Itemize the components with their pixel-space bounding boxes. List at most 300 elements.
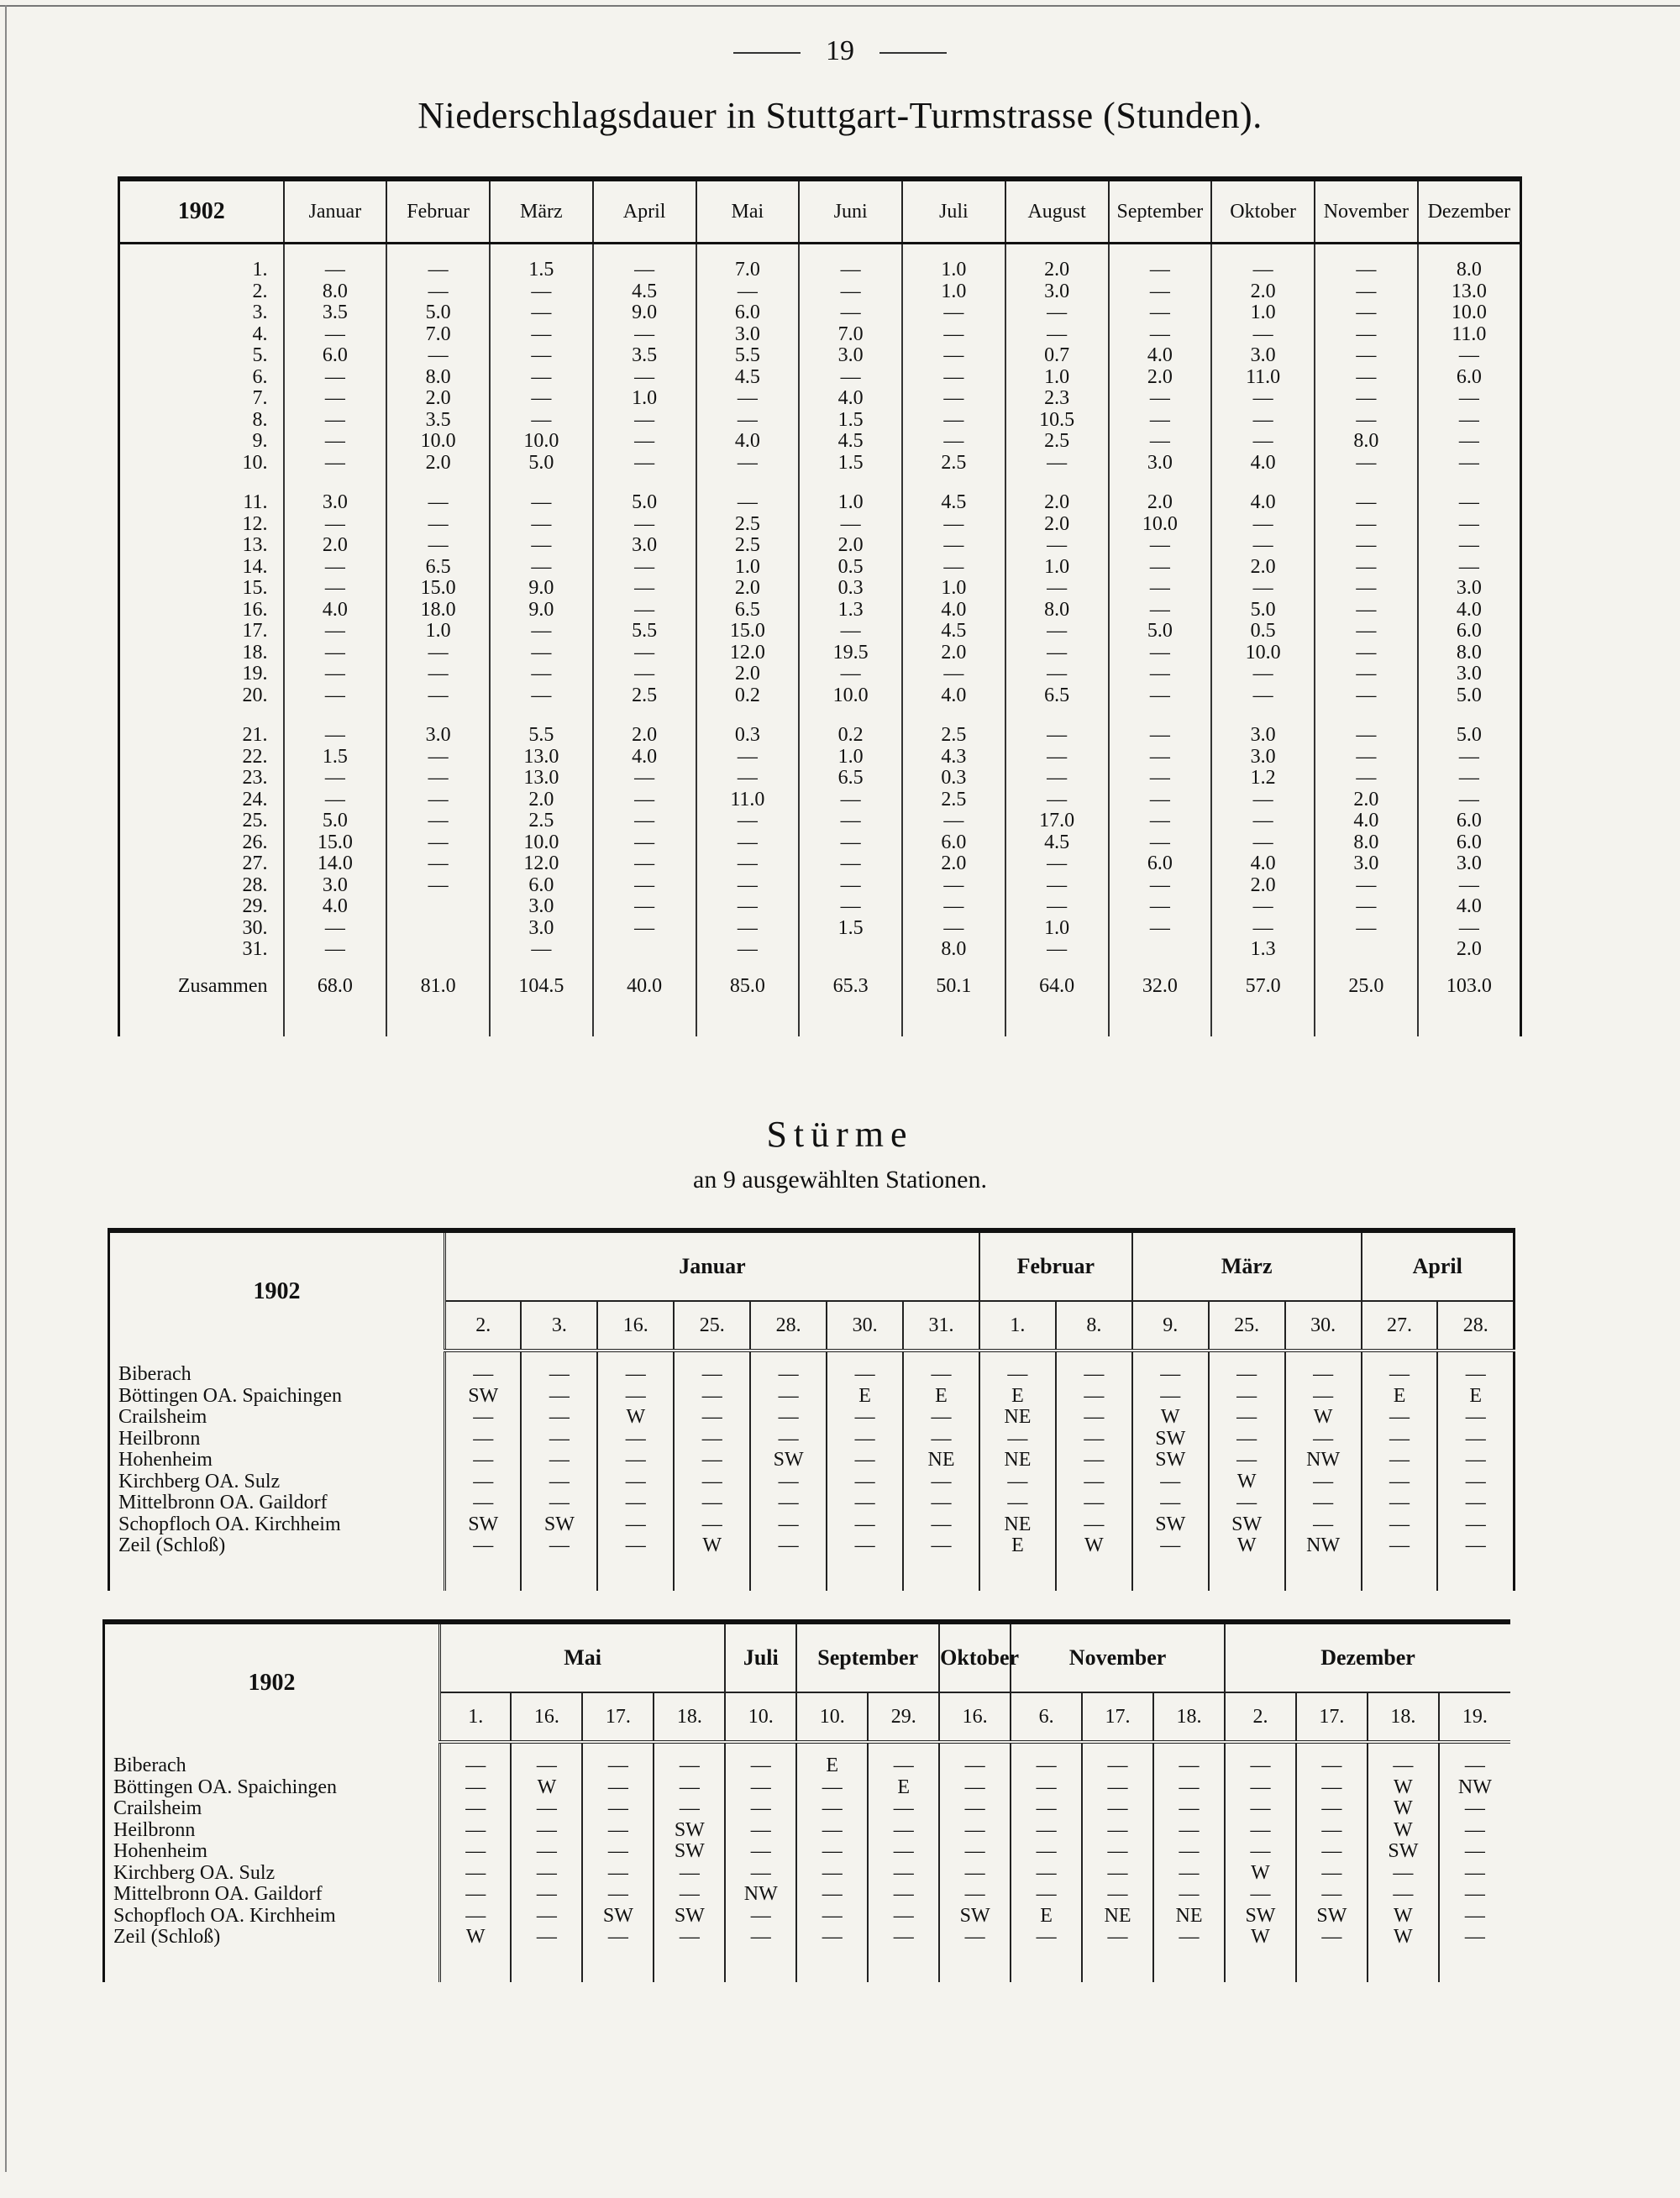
wind-cell: —	[1362, 1429, 1438, 1450]
pad-cell	[903, 1351, 979, 1364]
value-cell: 2.0	[1418, 939, 1521, 961]
station-name: Zeil (Schloß)	[104, 1927, 440, 1949]
value-cell: —	[696, 768, 800, 789]
day-header: 2.	[1225, 1692, 1296, 1742]
value-cell: —	[1005, 875, 1109, 897]
month-header: November	[1011, 1622, 1225, 1692]
wind-cell: —	[582, 1820, 654, 1842]
wind-cell: SW	[654, 1906, 725, 1928]
wind-cell: —	[445, 1471, 522, 1493]
wind-cell: —	[1056, 1386, 1132, 1408]
value-cell: —	[386, 853, 490, 875]
value-cell: —	[902, 367, 1005, 389]
wind-cell: —	[1082, 1884, 1153, 1906]
value-cell: —	[1109, 578, 1212, 600]
wind-cell: —	[979, 1492, 1056, 1514]
wind-cell: —	[1362, 1407, 1438, 1429]
wind-cell: —	[1132, 1386, 1209, 1408]
value-cell: 4.0	[902, 685, 1005, 707]
value-cell: 8.0	[1315, 832, 1418, 854]
wind-cell: —	[939, 1777, 1011, 1799]
wind-cell: —	[1153, 1927, 1225, 1949]
value-cell: 2.0	[799, 535, 902, 557]
pad-cell	[902, 1011, 1005, 1036]
value-cell: 2.0	[386, 453, 490, 475]
day-header: 28.	[1437, 1301, 1514, 1351]
row-gap	[119, 474, 1521, 492]
wind-cell: —	[1285, 1471, 1362, 1493]
day-row	[119, 832, 1521, 854]
pad-cell	[939, 1949, 1011, 1982]
value-cell: 1.0	[799, 747, 902, 769]
value-cell: 11.0	[696, 789, 800, 811]
pad-cell	[597, 1351, 674, 1364]
value-cell: 13.0	[490, 768, 593, 789]
value-cell: —	[1211, 410, 1315, 432]
value-cell: 8.0	[386, 367, 490, 389]
wind-cell: —	[597, 1429, 674, 1450]
wind-cell: SW	[1368, 1841, 1439, 1863]
wind-cell: —	[445, 1492, 522, 1514]
wind-cell: —	[725, 1906, 796, 1928]
pad-cell	[696, 1011, 800, 1036]
value-cell: 2.5	[490, 810, 593, 832]
dash-right	[879, 52, 947, 54]
value-cell: —	[1109, 768, 1212, 789]
value-cell: —	[1315, 410, 1418, 432]
value-cell: —	[1005, 853, 1109, 875]
value-cell: —	[284, 557, 387, 579]
value-cell: —	[902, 324, 1005, 346]
wind-cell: SW	[750, 1450, 827, 1471]
wind-cell: —	[1368, 1884, 1439, 1906]
value-cell: 1.5	[799, 918, 902, 940]
value-cell: —	[284, 453, 387, 475]
day-header: 1.	[440, 1692, 512, 1742]
value-cell: 1.0	[799, 492, 902, 514]
value-cell: 1.2	[1211, 768, 1315, 789]
wind-cell: —	[521, 1407, 597, 1429]
wind-cell: —	[903, 1535, 979, 1557]
wind-cell: —	[1285, 1429, 1362, 1450]
year-label: 1902	[104, 1622, 440, 1742]
value-cell: 3.0	[490, 918, 593, 940]
wind-cell: —	[868, 1841, 939, 1863]
day-label: 15.	[119, 578, 284, 600]
wind-cell: —	[903, 1514, 979, 1536]
value-cell: —	[284, 643, 387, 664]
wind-cell: —	[511, 1841, 582, 1863]
bottom-pad	[119, 1011, 1521, 1036]
wind-cell: —	[1368, 1755, 1439, 1777]
wind-cell: —	[582, 1798, 654, 1820]
gap-cell	[1315, 706, 1418, 725]
wind-cell: NE	[1153, 1906, 1225, 1928]
value-cell: 5.0	[593, 492, 696, 514]
value-cell: 1.0	[593, 388, 696, 410]
wind-cell: —	[597, 1364, 674, 1386]
wind-cell: —	[1296, 1884, 1368, 1906]
storms-title: Stürme	[766, 1114, 914, 1155]
wind-cell: —	[750, 1364, 827, 1386]
total-label: Zusammen	[119, 961, 284, 1011]
wind-cell: —	[1362, 1450, 1438, 1471]
pad-cell	[1296, 1742, 1368, 1755]
value-cell: 1.0	[696, 557, 800, 579]
station-row	[109, 1386, 1515, 1408]
wind-cell: —	[1437, 1471, 1514, 1493]
pad-cell	[1362, 1557, 1438, 1591]
value-cell: 1.0	[386, 621, 490, 643]
wind-cell: —	[674, 1364, 750, 1386]
value-cell: 2.0	[593, 725, 696, 747]
day-row	[119, 410, 1521, 432]
pad-cell	[440, 1742, 512, 1755]
day-row	[119, 789, 1521, 811]
wind-cell: —	[1082, 1863, 1153, 1885]
pad-cell	[490, 1011, 593, 1036]
pad-cell	[1225, 1949, 1296, 1982]
value-cell: —	[284, 939, 387, 961]
gap-cell	[902, 474, 1005, 492]
value-cell: —	[1109, 832, 1212, 854]
wind-cell: —	[597, 1514, 674, 1536]
gap-cell	[284, 474, 387, 492]
year-label: 1902	[109, 1230, 445, 1351]
wind-cell: —	[1209, 1386, 1285, 1408]
wind-cell: —	[1153, 1798, 1225, 1820]
value-cell: —	[284, 768, 387, 789]
value-cell: 6.5	[386, 557, 490, 579]
value-cell: —	[386, 875, 490, 897]
wind-cell: E	[979, 1386, 1056, 1408]
wind-cell: —	[597, 1450, 674, 1471]
wind-cell: E	[827, 1386, 903, 1408]
value-cell: —	[593, 324, 696, 346]
day-label: 3.	[119, 302, 284, 324]
wind-cell: SW	[445, 1386, 522, 1408]
wind-cell: —	[1296, 1820, 1368, 1842]
wind-cell: SW	[654, 1820, 725, 1842]
value-cell: 4.5	[799, 431, 902, 453]
station-name: Zeil (Schloß)	[109, 1535, 445, 1557]
value-cell: —	[902, 810, 1005, 832]
value-cell: —	[490, 281, 593, 303]
pad-cell	[1439, 1949, 1510, 1982]
wind-cell: —	[827, 1514, 903, 1536]
day-header: 18.	[654, 1692, 725, 1742]
wind-cell: —	[1437, 1429, 1514, 1450]
value-cell: —	[593, 875, 696, 897]
gap-cell	[1211, 706, 1315, 725]
day-label: 21.	[119, 725, 284, 747]
day-label: 22.	[119, 747, 284, 769]
wind-cell: —	[674, 1407, 750, 1429]
value-cell: 1.0	[1005, 918, 1109, 940]
pad-cell	[725, 1742, 796, 1755]
pad-cell	[104, 1949, 440, 1982]
value-cell: 2.0	[1211, 281, 1315, 303]
value-cell: 17.0	[1005, 810, 1109, 832]
day-header: 6.	[1011, 1692, 1082, 1742]
wind-cell: —	[1011, 1755, 1082, 1777]
month-header: Dezember	[1225, 1622, 1510, 1692]
wind-cell: NW	[1285, 1535, 1362, 1557]
value-cell: —	[799, 281, 902, 303]
gap-cell	[1109, 706, 1212, 725]
value-cell: —	[696, 918, 800, 940]
wind-cell: —	[1082, 1927, 1153, 1949]
day-label: 4.	[119, 324, 284, 346]
month-header: April	[593, 179, 696, 244]
value-cell: 5.0	[284, 810, 387, 832]
value-cell: 1.3	[799, 600, 902, 622]
day-label: 14.	[119, 557, 284, 579]
pad-cell	[1056, 1557, 1132, 1591]
day-label: 19.	[119, 664, 284, 685]
day-header: 19.	[1439, 1692, 1510, 1742]
pad-cell	[1439, 1742, 1510, 1755]
value-cell: —	[1315, 747, 1418, 769]
wind-cell: —	[511, 1927, 582, 1949]
wind-cell: —	[521, 1471, 597, 1493]
wind-cell: —	[597, 1386, 674, 1408]
pad-cell	[1368, 1949, 1439, 1982]
wind-cell: —	[1011, 1820, 1082, 1842]
value-cell: 4.0	[1418, 600, 1521, 622]
value-cell: —	[284, 578, 387, 600]
wind-cell: —	[511, 1863, 582, 1885]
value-cell: —	[593, 918, 696, 940]
pad-cell	[1437, 1557, 1514, 1591]
value-cell: —	[902, 918, 1005, 940]
value-cell: —	[902, 896, 1005, 918]
value-cell: 1.0	[902, 281, 1005, 303]
value-cell: 15.0	[386, 578, 490, 600]
wind-cell: —	[1439, 1798, 1510, 1820]
wind-cell: —	[796, 1906, 868, 1928]
wind-cell: —	[1296, 1927, 1368, 1949]
wind-cell: —	[903, 1407, 979, 1429]
day-header: 17.	[1082, 1692, 1153, 1742]
wind-cell: —	[1225, 1798, 1296, 1820]
day-row	[119, 621, 1521, 643]
wind-cell: —	[1437, 1535, 1514, 1557]
day-header: 29.	[868, 1692, 939, 1742]
value-cell: —	[1005, 621, 1109, 643]
day-label: 16.	[119, 600, 284, 622]
month-header: Mai	[696, 179, 800, 244]
day-label: 12.	[119, 514, 284, 536]
station-row	[109, 1514, 1515, 1536]
day-label: 28.	[119, 875, 284, 897]
value-cell: 10.0	[799, 685, 902, 707]
wind-cell: —	[979, 1429, 1056, 1450]
total-cell: 103.0	[1418, 961, 1521, 1011]
value-cell: 3.5	[284, 302, 387, 324]
gap-cell	[902, 706, 1005, 725]
wind-cell: —	[511, 1884, 582, 1906]
pad-cell	[868, 1742, 939, 1755]
wind-cell: —	[939, 1841, 1011, 1863]
value-cell: —	[799, 514, 902, 536]
value-cell: 7.0	[386, 324, 490, 346]
value-cell: 1.0	[1211, 302, 1315, 324]
value-cell: —	[1315, 578, 1418, 600]
wind-cell: —	[654, 1777, 725, 1799]
value-cell: 6.0	[1418, 832, 1521, 854]
wind-cell: —	[1132, 1492, 1209, 1514]
month-header: September	[796, 1622, 939, 1692]
wind-cell: SW	[582, 1906, 654, 1928]
month-header: August	[1005, 179, 1109, 244]
wind-cell: —	[582, 1927, 654, 1949]
station-row	[104, 1820, 1511, 1842]
value-cell: —	[1315, 557, 1418, 579]
value-cell: 5.0	[1418, 685, 1521, 707]
value-cell: 6.0	[1418, 367, 1521, 389]
value-cell: 0.7	[1005, 345, 1109, 367]
pad-cell	[1153, 1949, 1225, 1982]
day-label: 2.	[119, 281, 284, 303]
value-cell: —	[1109, 918, 1212, 940]
value-cell: —	[1109, 600, 1212, 622]
wind-cell: —	[725, 1863, 796, 1885]
value-cell: —	[696, 853, 800, 875]
value-cell: 3.5	[593, 345, 696, 367]
gap-cell	[490, 706, 593, 725]
row-gap	[119, 706, 1521, 725]
day-row	[119, 875, 1521, 897]
value-cell: —	[593, 244, 696, 281]
frame-top-line	[0, 5, 1680, 7]
value-cell: —	[1315, 281, 1418, 303]
wind-cell: —	[1153, 1820, 1225, 1842]
value-cell: 15.0	[696, 621, 800, 643]
value-cell: 3.0	[696, 324, 800, 346]
station-name: Mittelbronn OA. Gaildorf	[109, 1492, 445, 1514]
value-cell: —	[1418, 557, 1521, 579]
value-cell: 8.0	[284, 281, 387, 303]
value-cell: 3.0	[1211, 345, 1315, 367]
value-cell: —	[1418, 453, 1521, 475]
day-header: 25.	[674, 1301, 750, 1351]
wind-cell: NW	[1439, 1777, 1510, 1799]
value-cell: —	[1109, 324, 1212, 346]
value-cell: 6.5	[799, 768, 902, 789]
value-cell: 2.5	[902, 453, 1005, 475]
pad-cell	[827, 1351, 903, 1364]
pad-cell	[939, 1742, 1011, 1755]
value-cell: 1.5	[799, 453, 902, 475]
month-header: Januar	[445, 1230, 979, 1301]
value-cell: —	[799, 853, 902, 875]
wind-cell: —	[445, 1407, 522, 1429]
value-cell: 1.5	[284, 747, 387, 769]
value-cell: —	[1315, 685, 1418, 707]
pad-cell	[799, 1011, 902, 1036]
station-row	[109, 1492, 1515, 1514]
value-cell: —	[490, 557, 593, 579]
value-cell: 2.5	[696, 514, 800, 536]
value-cell: —	[284, 685, 387, 707]
value-cell: —	[386, 747, 490, 769]
wind-cell: —	[1011, 1884, 1082, 1906]
day-row	[119, 664, 1521, 685]
day-label: 6.	[119, 367, 284, 389]
month-header: Juni	[799, 179, 902, 244]
value-cell: 4.3	[902, 747, 1005, 769]
wind-cell: NE	[979, 1450, 1056, 1471]
value-cell: —	[696, 875, 800, 897]
value-cell: —	[284, 431, 387, 453]
value-cell: —	[696, 492, 800, 514]
value-cell: —	[696, 453, 800, 475]
value-cell: —	[696, 810, 800, 832]
station-row	[109, 1535, 1515, 1557]
value-cell: —	[490, 514, 593, 536]
value-cell: 9.0	[490, 600, 593, 622]
wind-cell: —	[1082, 1841, 1153, 1863]
wind-cell: E	[1011, 1906, 1082, 1928]
station-row	[109, 1471, 1515, 1493]
value-cell: —	[696, 939, 800, 961]
pad-cell	[903, 1557, 979, 1591]
value-cell: —	[593, 664, 696, 685]
value-cell: 2.5	[902, 725, 1005, 747]
value-cell: —	[902, 302, 1005, 324]
value-cell: —	[593, 853, 696, 875]
value-cell: —	[1109, 685, 1212, 707]
wind-cell: SW	[1132, 1450, 1209, 1471]
pad-cell	[1005, 1011, 1109, 1036]
value-cell: —	[1211, 324, 1315, 346]
pad-cell	[109, 1557, 445, 1591]
wind-cell: —	[1056, 1450, 1132, 1471]
station-name: Biberach	[109, 1364, 445, 1386]
day-header: 18.	[1153, 1692, 1225, 1742]
value-cell: 8.0	[1315, 431, 1418, 453]
wind-cell: —	[1153, 1777, 1225, 1799]
value-cell: 3.0	[1418, 853, 1521, 875]
pad-cell	[1209, 1351, 1285, 1364]
day-label: 23.	[119, 768, 284, 789]
value-cell: —	[490, 492, 593, 514]
value-cell: —	[1315, 388, 1418, 410]
value-cell: 11.0	[1211, 367, 1315, 389]
wind-cell: —	[1439, 1906, 1510, 1928]
gap-cell	[386, 706, 490, 725]
pad-cell	[654, 1949, 725, 1982]
value-cell: —	[799, 302, 902, 324]
month-header: Juli	[902, 179, 1005, 244]
wind-cell: NW	[1285, 1450, 1362, 1471]
wind-cell: —	[1132, 1364, 1209, 1386]
value-cell: —	[1109, 810, 1212, 832]
value-cell: —	[593, 578, 696, 600]
pad-row	[109, 1557, 1515, 1591]
gap-cell	[1109, 474, 1212, 492]
station-row	[104, 1755, 1511, 1777]
wind-cell: —	[868, 1820, 939, 1842]
wind-cell: —	[440, 1906, 512, 1928]
pad-cell	[521, 1557, 597, 1591]
wind-cell: —	[979, 1471, 1056, 1493]
dash-left	[733, 52, 801, 54]
wind-cell: SW	[654, 1841, 725, 1863]
value-cell: —	[1418, 789, 1521, 811]
pad-row	[104, 1742, 1511, 1755]
